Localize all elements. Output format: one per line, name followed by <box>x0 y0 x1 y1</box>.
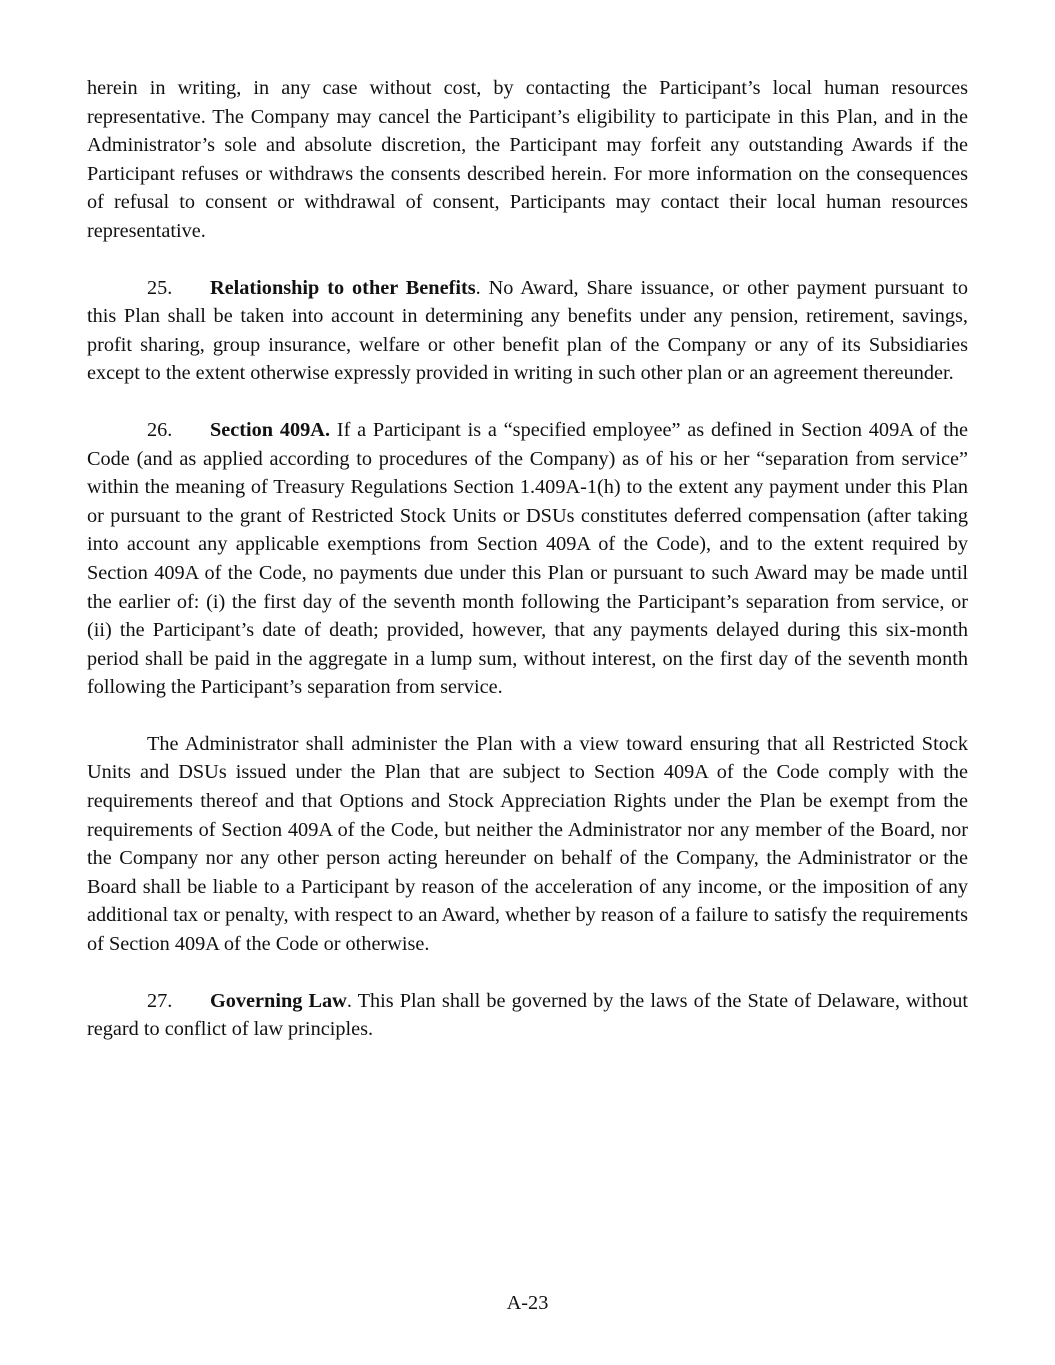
page-body <box>87 74 968 1044</box>
paragraph-26-heading: Section 409A. <box>210 418 331 441</box>
paragraph-26-body: If a Participant is a “specified employee” as defined in Section 409A of the Code (and as applied according to procedures of the Company) as of his or her “separation from service” within the meaning of Treasury Regulations Section 1.409A-1(h) to the extent any payment under this Plan or pursuant to the grant of Restricted Stock Units or DSUs constitutes deferred compensation (after taking into account any applicable exemptions from Section 409A of the Code), and to the extent required by Section 409A of the Code, no payments due under this Plan or pursuant to such Award may be made until the earlier of: (i) the first day of the seventh month following the Participant’s separation from service, or (ii) the Participant’s date of death; provided, however, that any payments delayed during this six-month period shall be paid in the aggregate in a lump sum, without interest, on the first day of the seventh month following the Participant’s separation from service. <box>87 418 968 699</box>
paragraph-26-number: 26. <box>147 418 173 441</box>
page-number: A-23 <box>506 1292 549 1314</box>
paragraph-25-relationship-to-other-benefits <box>87 274 968 388</box>
paragraph-27-heading: Governing Law <box>210 989 347 1012</box>
page-footer <box>0 1289 1055 1318</box>
paragraph-25-number: 25. <box>147 276 173 299</box>
paragraph-27-governing-law <box>87 987 968 1044</box>
paragraph-25-body: . No Award, Share issuance, or other payment pursuant to this Plan shall be taken into account in determining any benefits under any pension, retirement, savings, profit sharing, group insurance, welfare or other benefit plan of the Company or any of its Subsidiaries except to the extent otherwise expressly provided in writing in such other plan or an agreement thereunder. <box>87 276 968 385</box>
paragraph-27-number: 27. <box>147 989 173 1012</box>
paragraph-26-section-409a <box>87 416 968 702</box>
paragraph-25-heading: Relationship to other Benefits <box>210 276 476 299</box>
paragraph-administrator: The Administrator shall administer the Plan with a view toward ensuring that all Restricted Stock Units and DSUs issued under the Plan that are subject to Section 409A of the Code comply with the requirements thereof and that Options and Stock Appreciation Rights under the Plan be exempt from the requirements of Section 409A of the Code, but neither the Administrator nor any member of the Board, nor the Company nor any other person acting hereunder on behalf of the Company, the Administrator or the Board shall be liable to a Participant by reason of the acceleration of any income, or the imposition of any additional tax or penalty, with respect to an Award, whether by reason of a failure to satisfy the requirements of Section 409A of the Code or otherwise. <box>87 732 968 956</box>
paragraph-continuation: herein in writing, in any case without cost, by contacting the Participant’s local human resources representative. The Company may cancel the Participant’s eligibility to participate in this Plan, and in the Administrator’s sole and absolute discretion, the Participant may forfeit any outstanding Awards if the Participant refuses or withdraws the consents described herein. For more information on the consequences of refusal to consent or withdrawal of consent, Participants may contact their local human resources representative. <box>87 77 968 242</box>
paragraph-27-body: . This Plan shall be governed by the laws of the State of Delaware, without regard to conflict of law principles. <box>87 989 968 1041</box>
